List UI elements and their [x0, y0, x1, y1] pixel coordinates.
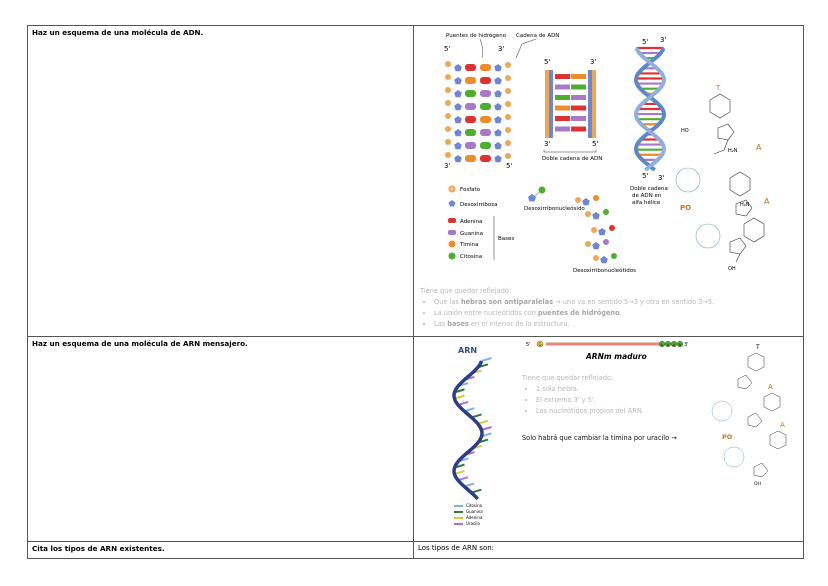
- base-mark: [480, 103, 491, 110]
- arn-notes: Tiene que quedar reflejado: • 1 sola hebra. • El extremo 3' y 5'. • Los nucleótidos propios del ARN.: [522, 373, 702, 417]
- chem-A2: A: [764, 197, 770, 206]
- phosphate-mark: [445, 100, 451, 106]
- base-mark: [465, 155, 476, 162]
- base-mark: [465, 116, 476, 123]
- sugar-mark: [454, 64, 462, 71]
- svg-text:3': 3': [590, 58, 597, 66]
- arn-title: ARN: [458, 346, 478, 355]
- strand-end-5b: 5': [506, 162, 513, 170]
- svg-text:Bases: Bases: [498, 236, 515, 242]
- base-mark: [480, 155, 491, 162]
- arn-change-note: Solo habrá que cambiar la timina por uracilo →: [522, 434, 677, 442]
- arn-legend: [454, 503, 483, 526]
- svg-text:HO: HO: [681, 128, 689, 134]
- base-mark: [480, 77, 491, 84]
- nucleoside-label: Desoxirribonucleósido: [524, 206, 585, 212]
- phosphate-mark: [585, 211, 591, 217]
- base-bar: [571, 116, 586, 121]
- phosphate-mark: [505, 127, 511, 133]
- svg-text:G: G: [538, 341, 542, 347]
- base-mark: [480, 64, 491, 71]
- double-chain-caption: Doble cadena de ADN: [542, 156, 603, 162]
- table-row: [28, 26, 804, 337]
- polyA-letter: A: [666, 342, 669, 347]
- chem-PO: PO: [680, 204, 692, 212]
- strand-end-3: 3': [498, 45, 505, 53]
- sugar-mark: [598, 228, 606, 235]
- base-mark: [480, 90, 491, 97]
- base-bar: [555, 74, 570, 79]
- base-bar: [555, 116, 570, 121]
- answer-cell[interactable]: [414, 26, 804, 337]
- svg-text:Guanina: Guanina: [460, 231, 483, 237]
- sugar-mark: [494, 155, 502, 162]
- nucleotide-ladder: [445, 61, 511, 162]
- polyA-letter: A: [660, 342, 663, 347]
- table-row: [28, 542, 804, 559]
- arn-strand: [454, 361, 482, 499]
- phosphate-mark: [593, 255, 599, 261]
- phosphate-mark: [445, 126, 451, 132]
- sugar-mark: [494, 77, 502, 84]
- svg-text:PO: PO: [722, 433, 733, 441]
- base-bar: [571, 127, 586, 132]
- svg-text:3': 3': [658, 174, 665, 182]
- phosphate-mark: [505, 88, 511, 94]
- sugar-mark: [494, 116, 502, 123]
- hbonds-label: Puentes de hidrógeno: [446, 33, 507, 39]
- phosphate-mark: [445, 87, 451, 93]
- base-mark: [465, 142, 476, 149]
- svg-text:H₂N: H₂N: [728, 148, 738, 154]
- sugar-mark: [582, 198, 590, 205]
- svg-text:P: P: [450, 187, 453, 192]
- phosphate-mark: [591, 227, 597, 233]
- sugar-mark: [454, 129, 462, 136]
- svg-text:OH: OH: [728, 266, 736, 272]
- chem-T: T: [716, 84, 721, 92]
- dna-helix: [636, 48, 664, 170]
- svg-text:5': 5': [544, 58, 551, 66]
- svg-text:H₂N: H₂N: [740, 202, 750, 208]
- base-mark: [603, 209, 609, 215]
- svg-text:A: A: [768, 383, 773, 391]
- sugar-mark: [494, 129, 502, 136]
- sugar-mark: [592, 242, 600, 249]
- svg-text:OH: OH: [754, 482, 761, 487]
- note-item: • La unión entre nucleótidos con puentes de hidrógeno.: [434, 308, 800, 319]
- svg-text:3': 3': [544, 140, 551, 148]
- chem-A: A: [756, 143, 762, 152]
- polyA-letter: A: [672, 342, 675, 347]
- base-bar: [555, 106, 570, 111]
- sugar-mark: [454, 116, 462, 123]
- phosphate-mark: [445, 74, 451, 80]
- base-mark: [480, 116, 491, 123]
- base-bar: [555, 85, 570, 90]
- note-item: • 1 sola hebra.: [536, 384, 702, 395]
- question-cell: [28, 542, 414, 559]
- sugar-mark: [454, 90, 462, 97]
- base-mark: [480, 129, 491, 136]
- svg-text:5': 5': [526, 342, 531, 348]
- base-mark: [465, 77, 476, 84]
- phosphate-mark: [505, 75, 511, 81]
- phosphate-mark: [445, 139, 451, 145]
- answer-text: Los tipos de ARN son:: [418, 544, 495, 552]
- base-mark: [480, 142, 491, 149]
- sugar-mark: [494, 142, 502, 149]
- helix-caption-3: alfa hélice: [632, 200, 661, 206]
- double-chain-bars: [555, 74, 586, 132]
- sugar-mark: [454, 103, 462, 110]
- note-item: • Las bases en el interior de la estructura.: [434, 319, 800, 330]
- phosphate-mark: [575, 197, 581, 203]
- sugar-mark: [592, 212, 600, 219]
- svg-text:5': 5': [592, 140, 599, 148]
- table-row: [28, 337, 804, 542]
- base-mark: [603, 239, 609, 245]
- worksheet-table: [27, 25, 804, 559]
- base-bar: [571, 95, 586, 100]
- mature-label: ARNm maduro: [586, 352, 647, 361]
- answer-cell[interactable]: [414, 542, 804, 559]
- svg-text:Citosina: Citosina: [466, 503, 483, 508]
- svg-text:A: A: [780, 421, 785, 429]
- base-bar: [555, 95, 570, 100]
- phosphate-mark: [445, 152, 451, 158]
- svg-text:Adenina: Adenina: [466, 515, 483, 520]
- dna-diagram: [418, 28, 800, 276]
- sugar-mark: [494, 103, 502, 110]
- svg-text:Fosfato: Fosfato: [460, 187, 481, 193]
- chemical-structure: [676, 94, 764, 262]
- phosphate-mark: [445, 61, 451, 67]
- base-bar: [571, 106, 586, 111]
- question-text: Haz un esquema de una molécula de ARN mensajero.: [32, 339, 248, 348]
- sugar-mark: [454, 155, 462, 162]
- phosphate-mark: [505, 153, 511, 159]
- phosphate-mark: [505, 62, 511, 68]
- polyA-tail: [659, 341, 683, 347]
- dna-notes: Tiene que quedar reflejado: • Que las hebras son antiparalelas → una va en sentido 5→3 y otra en sentido 3→5. • La unión entre nucleótidos con puentes de hidrógeno. • Las bases en el interior de la estructura.: [420, 286, 800, 330]
- question-cell: [28, 337, 414, 542]
- question-cell: [28, 26, 414, 337]
- svg-text:Adenina: Adenina: [460, 219, 483, 225]
- svg-text:3': 3': [684, 342, 689, 348]
- arn-helix: [454, 358, 492, 499]
- svg-text:Citosina: Citosina: [460, 254, 483, 260]
- phosphate-mark: [445, 113, 451, 119]
- helix-caption-1: Doble cadena: [630, 186, 668, 192]
- base-mark: [609, 225, 615, 231]
- question-text: Cita los tipos de ARN existentes.: [32, 544, 165, 553]
- svg-text:5': 5': [642, 38, 649, 46]
- sugar-mark: [494, 90, 502, 97]
- base-bar: [571, 74, 586, 79]
- strand-end-5: 5': [444, 45, 451, 53]
- base-bar: [571, 85, 586, 90]
- base-mark: [611, 253, 617, 259]
- question-text: Haz un esquema de una molécula de ADN.: [32, 28, 204, 37]
- svg-text:5': 5': [642, 172, 649, 180]
- svg-text:3': 3': [660, 36, 667, 44]
- answer-cell[interactable]: [414, 337, 804, 542]
- base-mark: [465, 103, 476, 110]
- phosphate-mark: [505, 101, 511, 107]
- arn-base: [482, 358, 492, 361]
- phosphate-mark: [585, 241, 591, 247]
- svg-text:Guanina: Guanina: [466, 509, 483, 514]
- note-item: • Los nucleótidos propios del ARN.: [536, 406, 702, 417]
- dna-legend: [448, 186, 514, 261]
- sugar-mark: [600, 256, 608, 263]
- base-mark: [465, 64, 476, 71]
- strand-end-3b: 3': [444, 162, 451, 170]
- helix-caption-2: de ADN en: [632, 193, 662, 199]
- svg-text:Uracilo: Uracilo: [466, 521, 480, 526]
- note-item: • Que las hebras son antiparalelas → una va en sentido 5→3 y otra en sentido 3→5.: [434, 297, 800, 308]
- nucleotides-label: Desoxirribonucleótidos: [573, 268, 636, 274]
- base-mark: [465, 90, 476, 97]
- svg-text:Timina: Timina: [460, 242, 479, 248]
- phosphate-mark: [505, 140, 511, 146]
- base-bar: [555, 127, 570, 132]
- base-mark: [593, 195, 599, 201]
- sugar-mark: [454, 77, 462, 84]
- svg-text:Desoxirribosa: Desoxirribosa: [460, 202, 498, 208]
- chain-label: Cadena de ADN: [516, 33, 560, 39]
- phosphate-mark: [505, 114, 511, 120]
- sugar-mark: [494, 64, 502, 71]
- sugar-mark: [454, 142, 462, 149]
- note-item: • El extremo 3' y 5'.: [536, 395, 702, 406]
- svg-text:T: T: [756, 344, 760, 351]
- polyA-letter: A: [678, 342, 681, 347]
- base-mark: [465, 129, 476, 136]
